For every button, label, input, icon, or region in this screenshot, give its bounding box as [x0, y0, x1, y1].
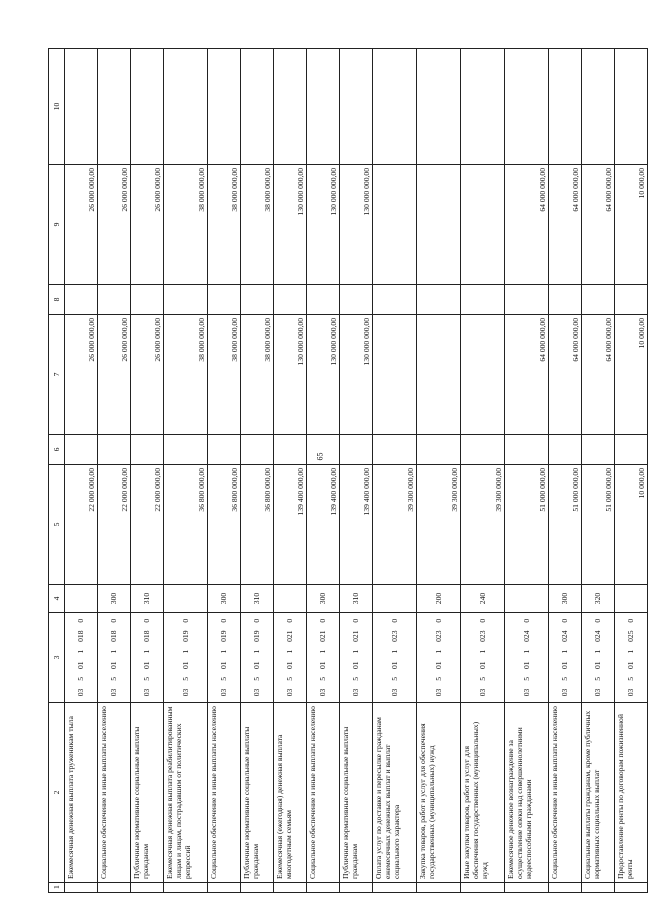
row-value-col8	[549, 285, 582, 315]
row-value-col9: 64 000 000,00	[549, 165, 582, 285]
column-header: 2	[49, 703, 65, 883]
row-value-col5: 22 000 000,00	[98, 465, 131, 585]
row-value-col8	[241, 285, 274, 315]
row-name: Ежемесячная денежная выплата труженикам тыла	[65, 703, 98, 883]
row-kvr	[274, 585, 307, 613]
row-value-col5: 39 300 000,00	[373, 465, 417, 585]
row-value-col5: 139 400 000,00	[274, 465, 307, 585]
row-value-col10	[549, 49, 582, 165]
cell-blank	[274, 883, 307, 893]
column-header: 1	[49, 883, 65, 893]
row-kvr: 310	[131, 585, 164, 613]
row-code: 03 5 01 1 023 0	[461, 613, 505, 703]
row-code: 03 5 01 1 023 0	[417, 613, 461, 703]
table-row	[98, 49, 131, 893]
table-row	[307, 49, 340, 893]
table-body	[65, 49, 648, 893]
column-header: 5	[49, 465, 65, 585]
table-row	[373, 49, 417, 893]
row-kvr: 300	[208, 585, 241, 613]
row-kvr	[615, 585, 648, 613]
table-row	[274, 49, 307, 893]
row-value-col7: 26 000 000,00	[65, 315, 98, 435]
row-name: Оплата услуг по доставке и пересылке гражданам ежемесячных денежных выплат и выплат социального характера	[373, 703, 417, 883]
row-value-col6	[241, 435, 274, 465]
row-value-col9: 26 000 000,00	[98, 165, 131, 285]
cell-blank	[373, 883, 417, 893]
row-kvr	[65, 585, 98, 613]
row-value-col7: 38 000 000,00	[164, 315, 208, 435]
table-row	[615, 49, 648, 893]
row-name: Социальные выплаты гражданам, кроме публичных нормативных социальных выплат	[582, 703, 615, 883]
row-value-col5: 39 300 000,00	[417, 465, 461, 585]
table-row	[241, 49, 274, 893]
row-value-col9	[373, 165, 417, 285]
row-code: 03 5 01 1 021 0	[340, 613, 373, 703]
column-header: 7	[49, 315, 65, 435]
row-value-col9: 38 000 000,00	[241, 165, 274, 285]
column-header: 8	[49, 285, 65, 315]
page-number: 65	[315, 452, 325, 461]
row-name: Социальное обеспечение и иные выплаты населению	[208, 703, 241, 883]
row-value-col8	[461, 285, 505, 315]
row-value-col9: 10 000,00	[615, 165, 648, 285]
row-value-col6	[461, 435, 505, 465]
row-value-col5: 36 800 000,00	[241, 465, 274, 585]
row-value-col7: 10 000,00	[615, 315, 648, 435]
cell-blank	[340, 883, 373, 893]
row-name: Предоставление ренты по договорам пожизненной ренты	[615, 703, 648, 883]
row-value-col7: 130 000 000,00	[274, 315, 307, 435]
row-value-col10	[65, 49, 98, 165]
cell-blank	[615, 883, 648, 893]
row-code: 03 5 01 1 019 0	[241, 613, 274, 703]
row-value-col7	[417, 315, 461, 435]
row-value-col10	[274, 49, 307, 165]
row-value-col6	[582, 435, 615, 465]
row-code: 03 5 01 1 019 0	[208, 613, 241, 703]
row-value-col7: 38 000 000,00	[208, 315, 241, 435]
row-value-col7: 26 000 000,00	[98, 315, 131, 435]
row-value-col10	[208, 49, 241, 165]
table-row	[582, 49, 615, 893]
row-kvr: 310	[340, 585, 373, 613]
cell-blank	[461, 883, 505, 893]
table-row	[417, 49, 461, 893]
row-value-col5: 139 400 000,00	[307, 465, 340, 585]
row-kvr	[505, 585, 549, 613]
row-kvr: 300	[98, 585, 131, 613]
table-row	[164, 49, 208, 893]
rotated-budget-table	[48, 49, 646, 893]
row-value-col9: 64 000 000,00	[582, 165, 615, 285]
row-value-col5: 51 000 000,00	[505, 465, 549, 585]
row-code: 03 5 01 1 018 0	[131, 613, 164, 703]
row-name: Ежемесячное денежное вознаграждение за осуществление опеки над совершеннолетними недееспособными гражданами	[505, 703, 549, 883]
row-kvr: 310	[241, 585, 274, 613]
cell-blank	[164, 883, 208, 893]
cell-blank	[417, 883, 461, 893]
row-value-col10	[582, 49, 615, 165]
row-name: Социальное обеспечение и иные выплаты населению	[549, 703, 582, 883]
row-value-col10	[164, 49, 208, 165]
cell-blank	[65, 883, 98, 893]
budget-table	[48, 48, 648, 893]
row-kvr: 300	[307, 585, 340, 613]
row-value-col8	[417, 285, 461, 315]
cell-blank	[505, 883, 549, 893]
row-value-col9: 26 000 000,00	[131, 165, 164, 285]
row-kvr	[164, 585, 208, 613]
row-code: 03 5 01 1 021 0	[274, 613, 307, 703]
cell-blank	[208, 883, 241, 893]
row-code: 03 5 01 1 024 0	[582, 613, 615, 703]
column-header: 10	[49, 49, 65, 165]
row-code: 03 5 01 1 025 0	[615, 613, 648, 703]
row-value-col9: 64 000 000,00	[505, 165, 549, 285]
row-value-col7: 64 000 000,00	[549, 315, 582, 435]
row-value-col7: 130 000 000,00	[340, 315, 373, 435]
cell-blank	[131, 883, 164, 893]
row-value-col7: 38 000 000,00	[241, 315, 274, 435]
row-name: Публичные нормативные социальные выплаты гражданам	[241, 703, 274, 883]
row-value-col5: 22 000 000,00	[131, 465, 164, 585]
row-value-col7: 26 000 000,00	[131, 315, 164, 435]
row-value-col9: 130 000 000,00	[340, 165, 373, 285]
column-header: 9	[49, 165, 65, 285]
row-value-col5: 36 800 000,00	[208, 465, 241, 585]
row-name: Ежемесячная денежная выплата реабилитированным лицам и лицам, пострадавшим от политических репрессий	[164, 703, 208, 883]
row-value-col9	[417, 165, 461, 285]
row-value-col10	[461, 49, 505, 165]
row-value-col5: 36 800 000,00	[164, 465, 208, 585]
header-row	[49, 49, 65, 893]
row-value-col8	[65, 285, 98, 315]
row-value-col6	[549, 435, 582, 465]
row-value-col6	[98, 435, 131, 465]
cell-blank	[98, 883, 131, 893]
row-code: 03 5 01 1 024 0	[549, 613, 582, 703]
row-value-col6	[131, 435, 164, 465]
row-value-col6	[65, 435, 98, 465]
row-value-col6	[505, 435, 549, 465]
row-value-col10	[505, 49, 549, 165]
row-value-col6	[307, 435, 340, 465]
row-value-col8	[505, 285, 549, 315]
row-value-col8	[582, 285, 615, 315]
row-code: 03 5 01 1 018 0	[98, 613, 131, 703]
row-value-col9: 130 000 000,00	[307, 165, 340, 285]
row-value-col8	[340, 285, 373, 315]
row-value-col8	[373, 285, 417, 315]
row-kvr: 200	[417, 585, 461, 613]
row-value-col9: 130 000 000,00	[274, 165, 307, 285]
row-code: 03 5 01 1 018 0	[65, 613, 98, 703]
row-name: Ежемесячная (ежегодная) денежная выплата многодетным семьям	[274, 703, 307, 883]
cell-blank	[241, 883, 274, 893]
table-row	[340, 49, 373, 893]
row-value-col7	[461, 315, 505, 435]
row-value-col9: 38 000 000,00	[164, 165, 208, 285]
row-value-col9: 26 000 000,00	[65, 165, 98, 285]
row-value-col7: 64 000 000,00	[582, 315, 615, 435]
column-header: 3	[49, 613, 65, 703]
row-value-col6	[373, 435, 417, 465]
row-kvr: 320	[582, 585, 615, 613]
row-value-col8	[615, 285, 648, 315]
table-row	[549, 49, 582, 893]
row-value-col6	[208, 435, 241, 465]
cell-blank	[582, 883, 615, 893]
row-value-col6	[417, 435, 461, 465]
row-value-col8	[98, 285, 131, 315]
row-value-col6	[340, 435, 373, 465]
row-value-col5: 139 400 000,00	[340, 465, 373, 585]
table-row	[65, 49, 98, 893]
row-name: Социальное обеспечение и иные выплаты населению	[307, 703, 340, 883]
row-code: 03 5 01 1 024 0	[505, 613, 549, 703]
row-value-col5: 51 000 000,00	[549, 465, 582, 585]
row-value-col6	[615, 435, 648, 465]
table-row	[505, 49, 549, 893]
row-value-col8	[208, 285, 241, 315]
row-value-col10	[340, 49, 373, 165]
row-value-col8	[307, 285, 340, 315]
row-value-col7: 130 000 000,00	[307, 315, 340, 435]
row-value-col7: 64 000 000,00	[505, 315, 549, 435]
row-kvr: 300	[549, 585, 582, 613]
row-name: Публичные нормативные социальные выплаты гражданам	[131, 703, 164, 883]
row-code: 03 5 01 1 021 0	[307, 613, 340, 703]
row-value-col8	[131, 285, 164, 315]
row-value-col10	[241, 49, 274, 165]
table-row	[131, 49, 164, 893]
row-value-col5: 10 000,00	[615, 465, 648, 585]
row-name: Иные закупки товаров, работ и услуг для обеспечения государственных (муниципальных) нужд	[461, 703, 505, 883]
table-row	[208, 49, 241, 893]
row-value-col5: 22 000 000,00	[65, 465, 98, 585]
row-value-col10	[307, 49, 340, 165]
row-value-col7	[373, 315, 417, 435]
row-value-col5: 51 000 000,00	[582, 465, 615, 585]
row-value-col10	[373, 49, 417, 165]
row-value-col8	[274, 285, 307, 315]
row-value-col9	[461, 165, 505, 285]
row-value-col6	[164, 435, 208, 465]
table-row	[461, 49, 505, 893]
column-header: 6	[49, 435, 65, 465]
row-value-col5: 39 300 000,00	[461, 465, 505, 585]
row-value-col9: 38 000 000,00	[208, 165, 241, 285]
cell-blank	[307, 883, 340, 893]
row-name: Закупка товаров, работ и услуг для обеспечения государственных (муниципальных) нужд	[417, 703, 461, 883]
row-value-col10	[131, 49, 164, 165]
row-name: Публичные нормативные социальные выплаты гражданам	[340, 703, 373, 883]
row-kvr	[373, 585, 417, 613]
column-header: 4	[49, 585, 65, 613]
row-value-col6	[274, 435, 307, 465]
row-value-col10	[615, 49, 648, 165]
row-code: 03 5 01 1 019 0	[164, 613, 208, 703]
row-kvr: 240	[461, 585, 505, 613]
row-name: Социальное обеспечение и иные выплаты населению	[98, 703, 131, 883]
row-value-col10	[417, 49, 461, 165]
row-value-col8	[164, 285, 208, 315]
row-value-col10	[98, 49, 131, 165]
row-code: 03 5 01 1 023 0	[373, 613, 417, 703]
cell-blank	[549, 883, 582, 893]
